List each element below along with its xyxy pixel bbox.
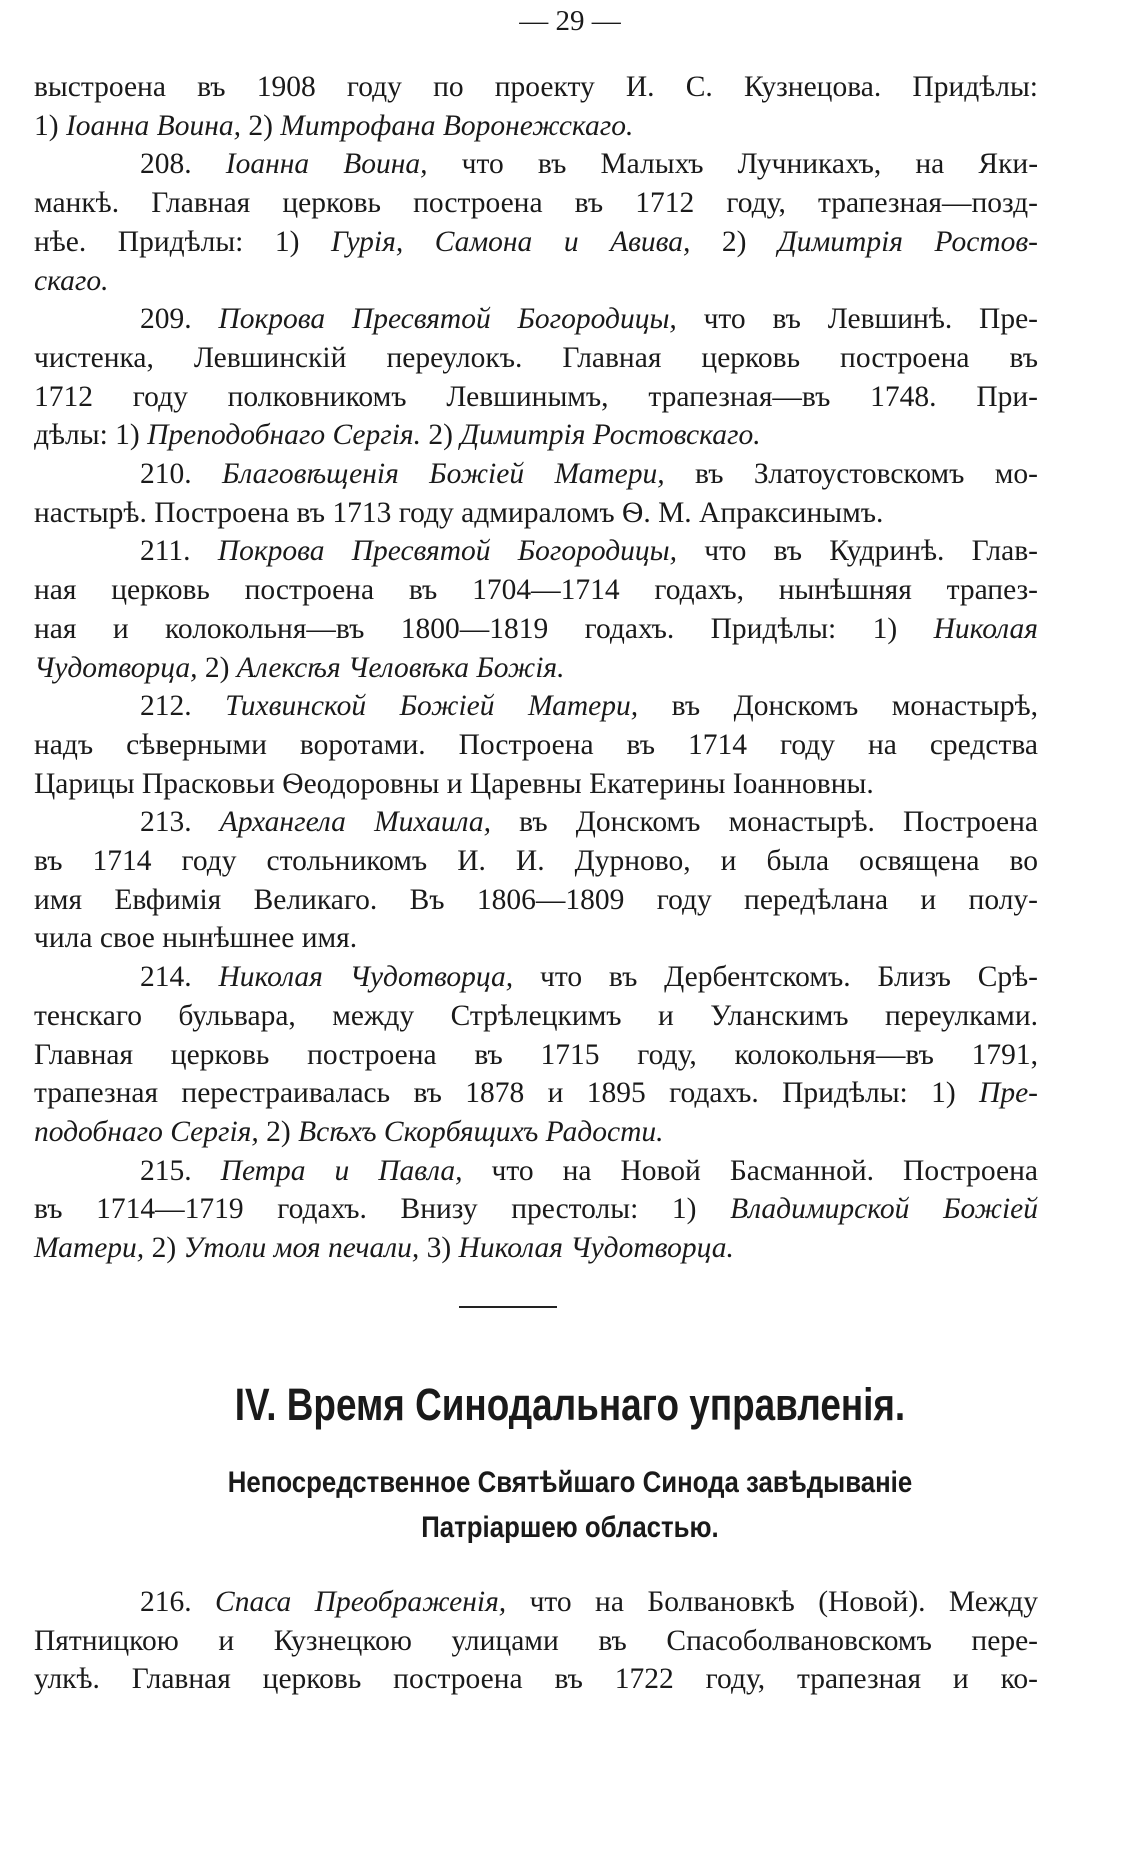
text-line: дѣлы: 1) Преподобнаго Сергія. 2) Димитрія Ростовскаго. bbox=[34, 419, 761, 452]
text-body bbox=[34, 1583, 1038, 1699]
church-name: Митрофана Воронежскаго. bbox=[280, 109, 634, 142]
church-name: Утоли моя печали, bbox=[183, 1232, 420, 1265]
entry-210-start: 210. Благовѣщенія Божіей Матери, въ Златоустовскомъ мо- bbox=[140, 458, 1038, 491]
text-body bbox=[34, 68, 1038, 1268]
text-line: ная церковь построена въ 1704—1714 годахъ, нынѣшняя трапез- bbox=[34, 574, 1038, 607]
entry-214-start: 214. Николая Чудотворца, что въ Дербентскомъ. Близъ Срѣ- bbox=[140, 961, 1039, 994]
text-line: настырѣ. Построена въ 1713 году адмираломъ Ѳ. М. Апраксинымъ. bbox=[34, 496, 884, 529]
entry-209-start: 209. Покрова Пресвятой Богородицы, что въ Левшинѣ. Пре- bbox=[140, 303, 1038, 336]
church-name: Димитрія Ростовскаго. bbox=[460, 419, 761, 452]
church-name: Тихвинской Божіей Матери, bbox=[225, 690, 639, 723]
text-line: Пятницкою и Кузнецкою улицами въ Спасоболвановскомъ пере- bbox=[34, 1624, 1038, 1657]
text-line: 1) Іоанна Воина, 2) Митрофана Воронежскаго. bbox=[34, 109, 634, 142]
church-name: Всѣхъ Скорбящихъ Радости. bbox=[298, 1115, 664, 1148]
page-number: — 29 — bbox=[519, 5, 621, 37]
text-line: въ 1714—1719 годахъ. Внизу престолы: 1) Владимирской Божіей bbox=[34, 1193, 1038, 1226]
text-line: тенскаго бульвара, между Стрѣлецкимъ и Уланскимъ переулками. bbox=[34, 999, 1038, 1032]
text-line: надъ сѣверными воротами. Построена въ 1714 году на средства bbox=[34, 728, 1038, 761]
text-line: Царицы Прасковьи Ѳеодоровны и Царевны Екатерины Іоанновны. bbox=[34, 767, 874, 800]
text-line: ная и колокольня—въ 1800—1819 годахъ. Придѣлы: 1) Николая bbox=[34, 612, 1038, 645]
church-name: скаго. bbox=[34, 264, 109, 297]
text-line: Матери, 2) Утоли моя печали, 3) Николая Чудотворца. bbox=[34, 1232, 734, 1265]
section-subtitle: Непосредственное Святѣйшаго Синода завѣдываніе bbox=[227, 1466, 913, 1499]
entry-215-start: 215. Петра и Павла, что на Новой Басманной. Построена bbox=[140, 1154, 1038, 1187]
church-name: подобнаго Сергія, bbox=[34, 1115, 259, 1148]
church-name: Покрова Пресвятой Богородицы, bbox=[217, 535, 678, 568]
church-name: Николая Чудотворца, bbox=[218, 961, 514, 994]
church-name: Архангела Михаила, bbox=[219, 806, 491, 839]
church-name: Николая bbox=[933, 612, 1038, 645]
church-name: Іоанна Воина, bbox=[65, 109, 241, 142]
church-name: Владимирской Божіей bbox=[730, 1193, 1038, 1226]
church-name: Преподобнаго Сергія. bbox=[147, 419, 422, 452]
church-name: Покрова Пресвятой Богородицы, bbox=[218, 303, 677, 336]
church-name: Пре- bbox=[979, 1077, 1038, 1110]
text-line: выстроена въ 1908 году по проекту И. С. Кузнецова. Придѣлы: bbox=[34, 71, 1038, 103]
text-line: Чудотворца, 2) Алексѣя Человѣка Божія. bbox=[34, 651, 565, 684]
church-name: Благовѣщенія Божіей Матери, bbox=[222, 458, 665, 491]
church-name: Николая Чудотворца. bbox=[458, 1232, 734, 1265]
section-title: IV. Время Синодальнаго управленія. bbox=[234, 1379, 906, 1430]
section-subtitle: Патріаршею областью. bbox=[421, 1511, 719, 1544]
text-line: улкѣ. Главная церковь построена въ 1722 году, трапезная и ко- bbox=[34, 1663, 1038, 1696]
text-line: нѣе. Придѣлы: 1) Гурія, Самона и Авива, 2) Димитрія Ростов- bbox=[34, 225, 1038, 258]
church-name: Алексѣя Человѣка Божія. bbox=[236, 651, 565, 684]
church-name: Петра и Павла, bbox=[220, 1154, 463, 1187]
text-line: манкѣ. Главная церковь построена въ 1712 году, трапезная—позд- bbox=[34, 187, 1038, 220]
text-line bbox=[34, 262, 1038, 301]
entry-211-start: 211. Покрова Пресвятой Богородицы, что въ Кудринѣ. Глав- bbox=[140, 535, 1038, 568]
church-name: Іоанна Воина, bbox=[225, 148, 428, 181]
text-line: подобнаго Сергія, 2) Всѣхъ Скорбящихъ Радости. bbox=[34, 1115, 664, 1148]
text-line: чила свое нынѣшнее имя. bbox=[34, 922, 358, 955]
church-name: Чудотворца, bbox=[34, 651, 198, 684]
text-line: въ 1714 году стольникомъ И. И. Дурново, и была освящена во bbox=[34, 845, 1038, 878]
entry-213-start: 213. Архангела Михаила, въ Донскомъ монастырѣ. Построена bbox=[140, 806, 1038, 839]
text-line: имя Евфимія Великаго. Въ 1806—1809 году передѣлана и полу- bbox=[34, 883, 1038, 916]
church-name: Матери, bbox=[34, 1232, 145, 1265]
text-line: 1712 году полковникомъ Левшинымъ, трапезная—въ 1748. При- bbox=[34, 380, 1038, 413]
church-name: Димитрія Ростов- bbox=[777, 225, 1038, 258]
text-line: Главная церковь построена въ 1715 году, колокольня—въ 1791, bbox=[34, 1038, 1038, 1071]
entry-208-start: 208. Іоанна Воина, что въ Малыхъ Лучникахъ, на Яки- bbox=[140, 148, 1039, 181]
section-divider bbox=[459, 1306, 557, 1308]
text-line: чистенка, Левшинскій переулокъ. Главная церковь построена въ bbox=[34, 341, 1038, 374]
entry-212-start: 212. Тихвинской Божіей Матери, въ Донскомъ монастырѣ, bbox=[140, 690, 1038, 723]
church-name: Спаса Преображенія, bbox=[215, 1586, 507, 1618]
entry-216-start: 216. Спаса Преображенія, что на Болвановкѣ (Новой). Между bbox=[140, 1586, 1038, 1618]
church-name: Гурія, Самона и Авива, bbox=[330, 225, 691, 258]
text-line: трапезная перестраивалась въ 1878 и 1895 годахъ. Придѣлы: 1) Пре- bbox=[34, 1077, 1038, 1110]
